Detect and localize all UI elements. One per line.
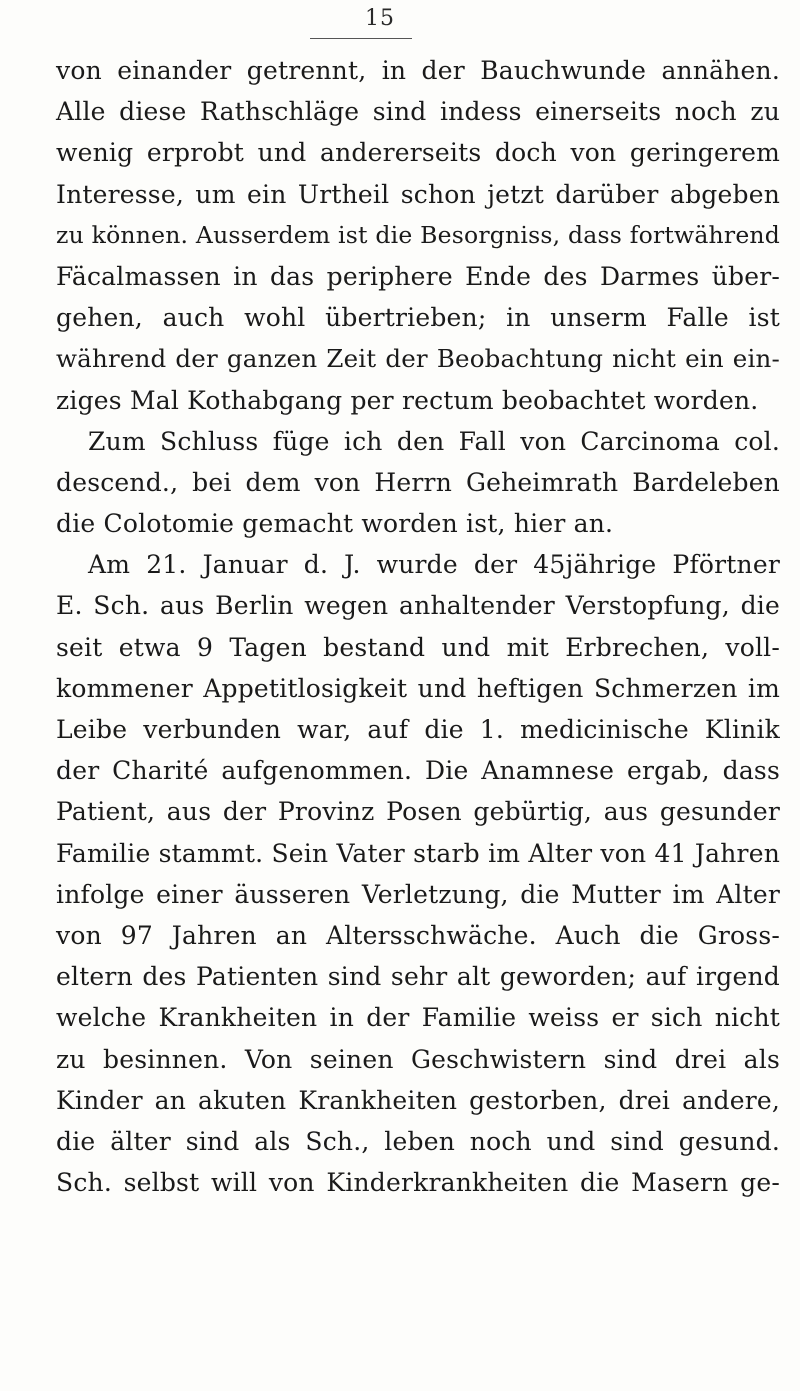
text-line: Sch. selbst will von Kinderkrankheiten die Masern ge- [56, 1168, 780, 1198]
text-line: kommener Appetitlosigkeit und heftigen Schmerzen im [56, 673, 780, 703]
text-line: Leibe verbunden war, auf die 1. medicinische Klinik [56, 715, 780, 744]
text-line: zu besinnen. Von seinen Geschwistern sind drei als [56, 1044, 780, 1074]
text-line: infolge einer äusseren Verletzung, die Mutter im Alter [56, 879, 780, 909]
text-line: die älter sind als Sch., leben noch und sind gesund. [56, 1126, 780, 1156]
text-line: Alle diese Rathschläge sind indess einerseits noch zu [56, 97, 780, 127]
text-line: der Charité aufgenommen. Die Anamnese ergab, dass [56, 756, 780, 786]
text-line: eltern des Patienten sind sehr alt geworden; auf irgend [56, 962, 780, 992]
text-line: während der ganzen Zeit der Beobachtung nicht ein ein- [56, 344, 780, 374]
text-line: Zum Schluss füge ich den Fall von Carcinoma col. [88, 426, 780, 456]
text-line: zu können. Ausserdem ist die Besorgniss, dass fortwährend [56, 220, 780, 249]
text-line: Patient, aus der Provinz Posen gebürtig, aus gesunder [56, 797, 780, 827]
header-rule [310, 38, 412, 39]
text-line: von 97 Jahren an Altersschwäche. Auch die Gross- [56, 920, 780, 950]
text-line: Familie stammt. Sein Vater starb im Alter von 41 Jahren [56, 838, 780, 868]
text-line: wenig erprobt und andererseits doch von geringerem [56, 138, 780, 168]
page-number: 15 [365, 6, 395, 31]
text-line: Fäcalmassen in das periphere Ende des Darmes über- [56, 261, 780, 291]
text-line: die Colotomie gemacht worden ist, hier an. [56, 509, 614, 539]
text-line: gehen, auch wohl übertrieben; in unserm Falle ist [56, 303, 780, 333]
text-line: E. Sch. aus Berlin wegen anhaltender Verstopfung, die [56, 591, 780, 621]
text-line: Am 21. Januar d. J. wurde der 45jährige Pförtner [88, 550, 780, 580]
text-line: descend., bei dem von Herrn Geheimrath Bardeleben [56, 467, 780, 497]
text-line: welche Krankheiten in der Familie weiss er sich nicht [56, 1003, 780, 1033]
text-line: von einander getrennt, in der Bauchwunde annähen. [56, 56, 780, 85]
text-line: Kinder an akuten Krankheiten gestorben, drei andere, [56, 1085, 780, 1115]
text-line: seit etwa 9 Tagen bestand und mit Erbrechen, voll- [56, 632, 780, 662]
text-line: Interesse, um ein Urtheil schon jetzt darüber abgeben [56, 179, 780, 209]
text-line: ziges Mal Kothabgang per rectum beobachtet worden. [56, 385, 759, 415]
body-text [56, 50, 780, 1203]
